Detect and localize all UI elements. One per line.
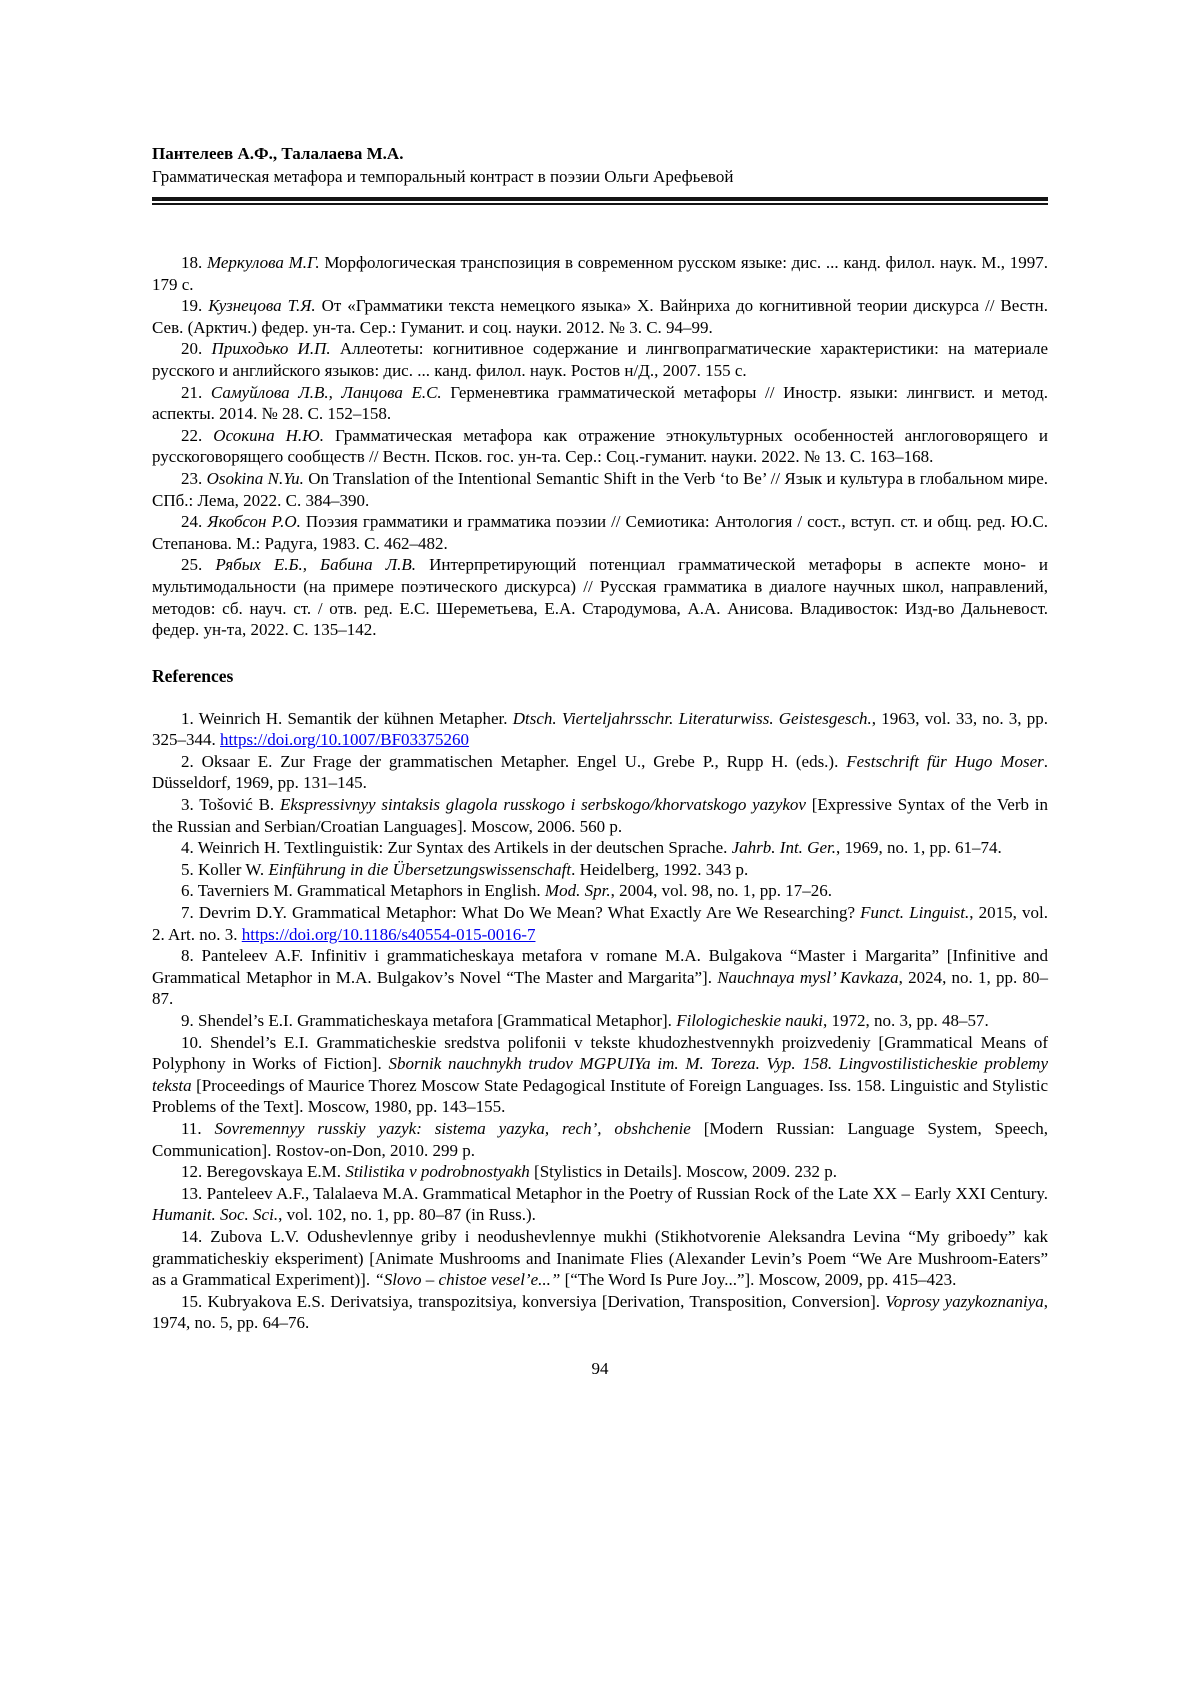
reference-item — [152, 945, 1048, 1010]
reference-italic-text: Приходько И.П. — [211, 339, 331, 359]
reference-text: 10. Shendel’s E.I. Grammaticheskie sredstva polifonii v tekste khudozhestvennykh proizvedeniy [Grammatical Means of Polyphony in Works of Fiction]. — [152, 1032, 1048, 1074]
reference-text: 19. — [181, 296, 209, 316]
reference-italic-text: Осокина Н.Ю. — [213, 425, 324, 445]
reference-item — [152, 511, 1048, 554]
russian-references-list — [152, 252, 1048, 641]
reference-italic-text: Меркулова М.Г. — [206, 253, 320, 272]
reference-text: 22. — [181, 425, 214, 445]
reference-text: . Heidelberg, 1992. 343 p. — [571, 859, 749, 879]
reference-text: , 2024, no. 1, pp. 80–87. — [152, 967, 1048, 1009]
reference-text: 20. — [181, 339, 212, 359]
reference-italic-text: Якобсон Р.О. — [207, 512, 301, 532]
reference-item — [152, 1183, 1048, 1226]
reference-item — [152, 837, 1048, 859]
reference-item — [152, 1226, 1048, 1291]
reference-italic-text: Einführung in die Übersetzungswissenschaft — [268, 859, 572, 879]
reference-item — [152, 425, 1048, 468]
reference-text: 6. Taverniers M. Grammatical Metaphors in English. — [181, 881, 545, 901]
reference-text: [Proceedings of Maurice Thorez Moscow State Pedagogical Institute of Foreign Languages. Iss. 158. Linguistic and Stylistic Problems of the Text]. Moscow, 1980, pp. 143–155. — [152, 1075, 1048, 1117]
reference-italic-text: Stilistika v podrobnostyakh — [345, 1162, 530, 1182]
reference-italic-text: Voprosy yazykoznaniya — [885, 1291, 1044, 1311]
reference-item — [152, 708, 1048, 751]
reference-item — [152, 295, 1048, 338]
english-references-list — [152, 708, 1048, 1334]
reference-text: Грамматическая метафора как отражение этнокультурных особенностей англоговорящего и русскоговорящего сообществ // Вестн. Псков. гос. ун-та. Сер.: Соц.-гуманит. науки. 2022. № 13. С. 163–168. — [152, 425, 1049, 467]
reference-text: 13. Panteleev A.F., Talalaeva M.A. Grammatical Metaphor in the Poetry of Russian Rock of the Late XX – Early XXI Century. — [181, 1183, 1048, 1203]
reference-text: [Stylistics in Details]. Moscow, 2009. 232 p. — [529, 1162, 838, 1182]
reference-text: , 1963, vol. 33, no. 3, pp. 325–344. — [152, 708, 1048, 750]
reference-item — [152, 880, 1048, 902]
reference-italic-text: Рябых Е.Б., Бабина Л.В. — [215, 555, 417, 575]
reference-item — [152, 1161, 1048, 1183]
reference-item — [152, 1032, 1048, 1118]
reference-text: , vol. 102, no. 1, pp. 80–87 (in Russ.). — [278, 1205, 536, 1225]
reference-text: 24. — [181, 512, 208, 532]
reference-italic-text: Самуйлова Л.В., Ланцова Е.С. — [210, 382, 442, 402]
reference-text: 21. — [181, 382, 211, 402]
reference-text: От «Грамматики текста немецкого языка» Х. Вайнриха до когнитивной теории дискурса // Вестн. Сев. (Арктич.) федер. ун-та. Сер.: Гуманит. и соц. науки. 2012. № 3. С. 94–99. — [152, 296, 1048, 337]
header-rule-thin — [152, 203, 1048, 205]
reference-text: On Translation of the Intentional Semantic Shift in the Verb ‘to Be’ // Язык и культура в глобальном мире. СПб.: Лема, 2022. С. 384–390. — [152, 468, 1048, 510]
reference-text: 1. Weinrich H. Semantik der kühnen Metapher. — [181, 708, 513, 728]
reference-italic-text: “Slovo – chistoe vesel’e...” — [374, 1270, 561, 1290]
doi-link[interactable]: https://doi.org/10.1186/s40554-015-0016-7 — [241, 924, 536, 944]
reference-text: , 2004, vol. 98, no. 1, pp. 17–26. — [610, 881, 833, 901]
reference-italic-text: Nauchnaya mysl’ Kavkaza — [717, 967, 899, 987]
doi-link[interactable]: https://doi.org/10.1007/BF03375260 — [220, 730, 470, 750]
reference-italic-text: Ekspressivnyy sintaksis glagola russkogo i serbskogo/khorvatskogo yazykov — [279, 795, 806, 815]
reference-text: 18. — [181, 253, 207, 272]
reference-italic-text: Filologicheskie nauki — [676, 1011, 824, 1030]
reference-item — [152, 1118, 1048, 1161]
reference-text: 11. — [181, 1118, 215, 1138]
reference-text: Интерпретирующий потенциал грамматической метафоры в аспекте моно- и мультимодальности (на примере поэтического дискурса) // Русская грамматика в диалоге научных школ, направлений, методов: сб. науч. ст. / отв. ред. Е.С. Шереметьева, Е.А. Стародумова, А.А. Анисова. Владивосток: Изд-во Дальневост. федер. ун-та, 2022. С. 135–142. — [152, 555, 1049, 640]
reference-text: Поэзия грамматики и грамматика поэзии // Семиотика: Антология / сост., вступ. ст. и общ. ред. Ю.С. Степанова. М.: Радуга, 1983. С. 462–482. — [152, 512, 1048, 553]
running-head-authors: Пантелеев А.Ф., Талалаева М.А. — [152, 144, 404, 163]
reference-item — [152, 859, 1048, 881]
reference-text: 4. Weinrich H. Textlinguistik: Zur Syntax des Artikels in der deutschen Sprache. — [181, 838, 732, 858]
reference-italic-text: Jahrb. Int. Ger. — [731, 838, 836, 858]
reference-item — [152, 751, 1048, 794]
reference-text: Морфологическая транспозиция в современном русском языке: дис. ... канд. филол. наук. М., 1997. 179 с. — [152, 253, 1048, 294]
reference-text: , 1974, no. 5, pp. 64–76. — [152, 1291, 1048, 1333]
reference-item — [152, 1291, 1048, 1334]
article-body — [152, 252, 1048, 1334]
reference-text: , 1969, no. 1, pp. 61–74. — [836, 838, 1002, 858]
reference-item — [152, 794, 1048, 837]
reference-italic-text: Funct. Linguist. — [860, 903, 970, 923]
reference-text: 9. Shendel’s E.I. Grammaticheskaya metafora [Grammatical Metaphor]. — [181, 1011, 677, 1030]
reference-italic-text: Sovremennyy russkiy yazyk: sistema yazyka, rech’, obshchenie — [214, 1118, 691, 1138]
reference-italic-text: Osokina N.Yu. — [206, 468, 304, 488]
reference-text: 23. — [181, 468, 207, 488]
reference-text: 2. Oksaar E. Zur Frage der grammatischen Metapher. Engel U., Grebe P., Rupp H. (eds.). — [181, 751, 847, 771]
reference-item — [152, 902, 1048, 945]
reference-item — [152, 252, 1048, 295]
reference-item — [152, 382, 1048, 425]
reference-text: [“The Word Is Pure Joy...”]. Moscow, 2009, pp. 415–423. — [560, 1270, 957, 1290]
running-head-title: Грамматическая метафора и темпоральный контраст в поэзии Ольги Арефьевой — [152, 167, 734, 186]
reference-text: 3. Tošović B. — [181, 795, 280, 815]
reference-text: 8. Panteleev A.F. Infinitiv i grammaticheskaya metafora v romane M.A. Bulgakova “Master i Margarita” [Infinitive and Grammatical Metaphor in M.A. Bulgakov’s Novel “The Master and Margarita”]. — [152, 946, 1048, 987]
reference-text: Герменевтика грамматической метафоры // Иностр. языки: лингвист. и метод. аспекты. 2014. № 28. С. 152–158. — [152, 382, 1049, 424]
reference-item — [152, 554, 1048, 640]
reference-italic-text: Sbornik nauchnykh trudov MGPUIYa im. M. Toreza. Vyp. 158. Lingvostilisticheskie problemy teksta — [152, 1054, 1048, 1095]
reference-text: [Modern Russian: Language System, Speech, Communication]. Rostov-on-Don, 2010. 299 p. — [152, 1118, 1049, 1160]
reference-text: 5. Koller W. — [181, 859, 269, 879]
reference-text: 7. Devrim D.Y. Grammatical Metaphor: What Do We Mean? What Exactly Are We Researching? — [181, 903, 861, 923]
reference-text: [Expressive Syntax of the Verb in the Russian and Serbian/Croatian Languages]. Moscow, 2006. 560 p. — [152, 795, 1048, 836]
reference-text: . Düsseldorf, 1969, pp. 131–145. — [152, 751, 1048, 793]
reference-item — [152, 1010, 1048, 1032]
reference-text: , 1972, no. 3, pp. 48–57. — [823, 1011, 989, 1030]
reference-italic-text: Humanit. Soc. Sci. — [152, 1205, 279, 1225]
reference-text: 15. Kubryakova E.S. Derivatsiya, transpozitsiya, konversiya [Derivation, Transposition, Conversion]. — [181, 1291, 886, 1311]
reference-italic-text: Festschrift für Hugo Moser — [846, 751, 1044, 771]
header-rule-thick — [152, 197, 1048, 201]
running-head — [152, 142, 1048, 205]
reference-item — [152, 338, 1048, 381]
reference-italic-text: Dtsch. Vierteljahrsschr. Literaturwiss. Geistesgesch. — [512, 708, 872, 728]
references-heading: References — [152, 665, 234, 686]
reference-italic-text: Mod. Spr. — [544, 881, 611, 901]
reference-text: 25. — [181, 555, 216, 575]
reference-text: Аллеотеты: когнитивное содержание и лингвопрагматические характеристики: на материале русского и английского языков: дис. ... канд. филол. наук. Ростов н/Д., 2007. 155 с. — [152, 339, 1049, 380]
reference-text: 12. Beregovskaya E.M. — [181, 1162, 346, 1182]
reference-item — [152, 468, 1048, 511]
reference-text: 14. Zubova L.V. Odushevlennye griby i neodushevlennye mukhi (Stikhotvorenie Aleksandra Levina “My griboedy” kak grammaticheskiy eksperiment) [Animate Mushrooms and Inanimate Flies (Alexander Levin’s Poem “We Are Mushroom-Eaters” as a Grammatical Experiment)]. — [152, 1226, 1048, 1290]
page-number: 94 — [591, 1358, 609, 1378]
reference-text: , 2015, vol. 2. Art. no. 3. — [152, 903, 1048, 944]
reference-italic-text: Кузнецова Т.Я. — [208, 296, 316, 316]
